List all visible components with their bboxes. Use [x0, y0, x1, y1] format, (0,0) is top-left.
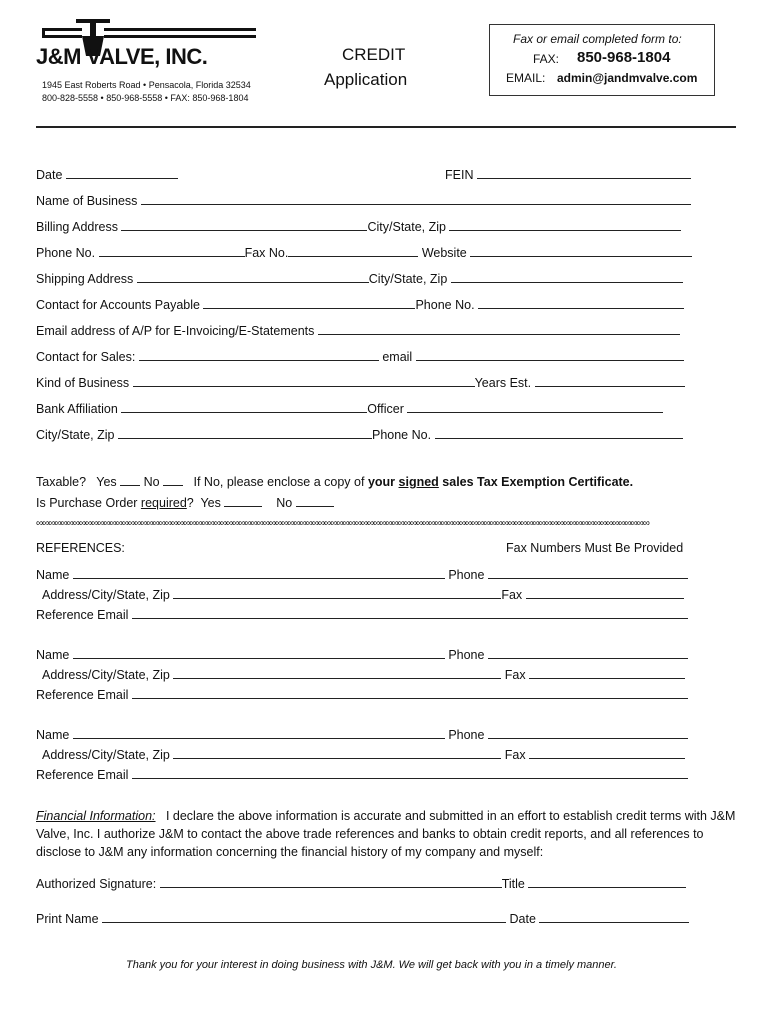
ref1-phone-field[interactable] [488, 567, 688, 579]
billing-city-label: City/State, Zip [367, 220, 446, 234]
po-row [36, 495, 334, 510]
sales-email-field[interactable] [416, 349, 684, 361]
date-label: Date [36, 168, 63, 182]
officer-field[interactable] [407, 401, 663, 413]
ref1-name-row [36, 567, 688, 582]
email-ap-row [36, 323, 680, 338]
title-field[interactable] [528, 876, 686, 888]
tax-note-prefix: If No, please enclose a copy of [193, 475, 365, 489]
signature-date-label: Date [509, 912, 536, 926]
billing-address-label: Billing Address [36, 220, 118, 234]
contact-ap-row [36, 297, 684, 312]
shipping-city-field[interactable] [451, 271, 683, 283]
bank-field[interactable] [121, 401, 367, 413]
taxable-yes-label: Yes [96, 475, 117, 489]
ref1-address-label: Address/City/State, Zip [42, 588, 170, 602]
phone-label: Phone No. [36, 246, 96, 260]
ref1-email-row [36, 607, 688, 622]
signature-date-field[interactable] [539, 911, 689, 923]
form-title-credit: CREDIT [342, 45, 406, 64]
bank-city-row [36, 427, 683, 442]
ref3-name-row [36, 727, 688, 742]
bank-row [36, 401, 663, 416]
taxable-row [36, 474, 633, 489]
fein-row [445, 167, 691, 182]
shipping-city-label: City/State, Zip [368, 272, 448, 286]
po-prefix: Is Purchase Order [36, 496, 138, 510]
ref1-phone-label: Phone [448, 568, 485, 582]
signature-row [36, 876, 686, 891]
ref1-email-field[interactable] [132, 607, 688, 619]
ref2-name-label: Name [36, 648, 70, 662]
fax-instruction: Fax or email completed form to: [513, 32, 682, 46]
date-field[interactable] [66, 167, 178, 179]
po-no-field[interactable] [296, 495, 334, 507]
contact-ap-phone-label: Phone No. [415, 298, 475, 312]
references-heading: REFERENCES: [36, 541, 125, 555]
print-name-field[interactable] [102, 911, 506, 923]
ref2-email-label: Reference Email [36, 688, 129, 702]
ref3-email-label: Reference Email [36, 768, 129, 782]
wavy-divider: ∞∞∞∞∞∞∞∞∞∞∞∞∞∞∞∞∞∞∞∞∞∞∞∞∞∞∞∞∞∞∞∞∞∞∞∞∞∞∞∞∞∞∞∞∞∞∞∞∞∞∞∞∞∞∞∞∞∞∞∞∞∞∞∞∞∞∞∞∞∞∞∞∞∞∞∞∞∞∞∞∞∞∞∞∞∞∞∞∞∞∞∞∞∞∞∞∞∞∞∞ [36, 518, 649, 529]
kind-business-row [36, 375, 685, 390]
ref1-fax-field[interactable] [526, 587, 684, 599]
fax-no-field[interactable] [288, 245, 418, 257]
bank-city-field[interactable] [118, 427, 372, 439]
email-label: EMAIL: [506, 71, 546, 85]
contact-ap-label: Contact for Accounts Payable [36, 298, 200, 312]
ref2-fax-label: Fax [504, 668, 526, 682]
bank-phone-label: Phone No. [371, 428, 432, 442]
phone-field[interactable] [99, 245, 245, 257]
contact-sales-row [36, 349, 684, 364]
ref1-address-row [42, 587, 684, 602]
ref3-fax-field[interactable] [529, 747, 685, 759]
ref2-address-field[interactable] [173, 667, 501, 679]
ref1-email-label: Reference Email [36, 608, 129, 622]
ref3-name-field[interactable] [73, 727, 445, 739]
references-note: Fax Numbers Must Be Provided [506, 541, 684, 555]
po-yes-label: Yes [200, 496, 221, 510]
print-name-row [36, 911, 689, 926]
officer-label: Officer [367, 402, 404, 416]
company-name: J&M VALVE, INC. [36, 44, 208, 69]
fein-field[interactable] [477, 167, 691, 179]
taxable-no-label: No [143, 475, 160, 489]
po-question-mark: ? [186, 496, 194, 510]
bank-city-label: City/State, Zip [36, 428, 115, 442]
po-no-label: No [276, 496, 293, 510]
print-name-label: Print Name [36, 912, 99, 926]
header-divider [36, 126, 736, 128]
business-name-label: Name of Business [36, 194, 138, 208]
kind-business-label: Kind of Business [36, 376, 130, 390]
ref3-email-field[interactable] [132, 767, 688, 779]
tax-note-suffix: sales Tax Exemption Certificate. [442, 475, 634, 489]
website-label: Website [421, 246, 467, 260]
tax-note-your: your [367, 475, 396, 489]
ref3-email-row [36, 767, 688, 782]
sales-email-label: email [382, 350, 413, 364]
contact-ap-phone-field[interactable] [478, 297, 684, 309]
business-name-field[interactable] [141, 193, 691, 205]
business-name-row [36, 193, 691, 208]
footer-thanks: Thank you for your interest in doing business with J&M. We will get back with you in a timely manner. [126, 959, 617, 971]
ref2-address-row [42, 667, 685, 682]
website-field[interactable] [470, 245, 692, 257]
ref2-email-row [36, 687, 688, 702]
billing-city-field[interactable] [449, 219, 681, 231]
ref2-email-field[interactable] [132, 687, 688, 699]
email-ap-field[interactable] [318, 323, 680, 335]
ref3-address-field[interactable] [173, 747, 501, 759]
company-phones: 800-828-5558 • 850-968-5558 • FAX: 850-968-1804 [42, 93, 249, 103]
fax-label: FAX: [533, 52, 560, 66]
po-yes-field[interactable] [224, 495, 262, 507]
ref3-phone-label: Phone [448, 728, 485, 742]
financial-statement [36, 807, 736, 861]
financial-label: Financial Information: [36, 809, 156, 823]
form-title-application: Application [324, 70, 408, 89]
date-row [36, 167, 178, 182]
ref2-phone-field[interactable] [488, 647, 688, 659]
email-address: admin@jandmvalve.com [557, 71, 698, 85]
ref3-address-row [42, 747, 685, 762]
contact-ap-field[interactable] [203, 297, 415, 309]
ref1-fax-label: Fax [501, 588, 523, 602]
ref3-phone-field[interactable] [488, 727, 688, 739]
ref1-name-field[interactable] [73, 567, 445, 579]
fein-label: FEIN [445, 168, 474, 182]
ref2-fax-field[interactable] [529, 667, 685, 679]
ref3-name-label: Name [36, 728, 70, 742]
contact-sales-field[interactable] [139, 349, 379, 361]
shipping-address-field[interactable] [137, 271, 369, 283]
billing-row [36, 219, 681, 234]
billing-address-field[interactable] [121, 219, 367, 231]
taxable-no-field[interactable] [163, 474, 183, 486]
fax-no-label: Fax No. [244, 246, 289, 260]
ref3-address-label: Address/City/State, Zip [42, 748, 170, 762]
fax-number: 850-968-1804 [577, 49, 671, 66]
ref2-name-field[interactable] [73, 647, 445, 659]
title-label: Title [501, 877, 525, 891]
bank-phone-field[interactable] [435, 427, 683, 439]
po-required: required [140, 496, 187, 510]
ref1-address-field[interactable] [173, 587, 501, 599]
kind-business-field[interactable] [133, 375, 475, 387]
financial-text: I declare the above information is accurate and submitted in an effort to establish credit terms with J&M Valve, Inc. I authorize J&M to contact the above trade references and banks to obtain credit reports, and all references to disclose to J&M any information concerning the financial history of my company and myself: [36, 809, 736, 859]
ref2-phone-label: Phone [448, 648, 485, 662]
signature-label: Authorized Signature: [36, 877, 157, 891]
signature-field[interactable] [160, 876, 502, 888]
phone-fax-row [36, 245, 692, 260]
shipping-row [36, 271, 683, 286]
years-est-label: Years Est. [474, 376, 532, 390]
ref2-address-label: Address/City/State, Zip [42, 668, 170, 682]
taxable-yes-field[interactable] [120, 474, 140, 486]
contact-sales-label: Contact for Sales: [36, 350, 136, 364]
bank-label: Bank Affiliation [36, 402, 118, 416]
ref2-name-row [36, 647, 688, 662]
company-address: 1945 East Roberts Road • Pensacola, Florida 32534 [42, 80, 251, 90]
years-est-field[interactable] [535, 375, 685, 387]
email-ap-label: Email address of A/P for E-Invoicing/E-Statements [36, 324, 315, 338]
ref3-fax-label: Fax [504, 748, 526, 762]
ref1-name-label: Name [36, 568, 70, 582]
tax-note-signed: signed [398, 475, 439, 489]
taxable-label: Taxable? [36, 475, 87, 489]
shipping-address-label: Shipping Address [36, 272, 134, 286]
